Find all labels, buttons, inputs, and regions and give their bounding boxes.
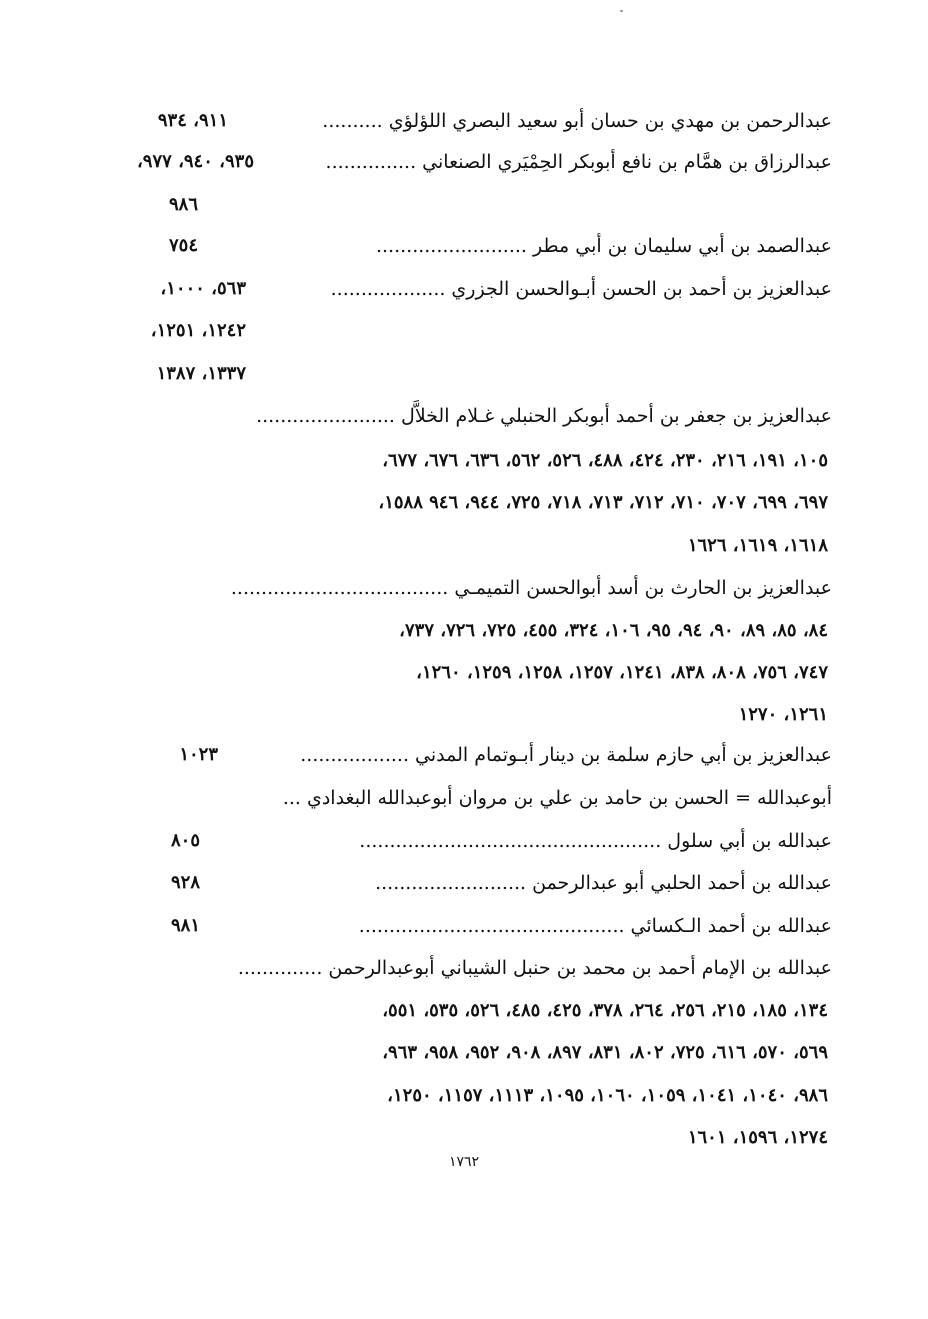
speck-mark: [620, 10, 623, 12]
index-entry-pages: ١٢٤٢، ١٢٥١،: [150, 320, 246, 341]
index-entry-pages: ٥٦٩، ٥٧٠، ٦١٦، ٧٢٥، ٨٠٢، ٨٣١، ٨٩٧، ٩٠٨، ٩٥٢، ٩٥٨، ٩٦٣،: [382, 1042, 828, 1063]
index-entry-pages: ٩٢٨: [170, 872, 200, 893]
index-entry-pages: ٥٦٣، ١٠٠٠،: [160, 278, 246, 299]
index-entry-pages: ١٢٦١، ١٢٧٠: [738, 704, 828, 725]
index-entry-pages: ١٦١٨، ١٦١٩، ١٦٢٦: [687, 535, 828, 556]
index-entry-name: عبدالعزيز بن أبي حازم سلمة بن دينار أبـوتمام المدني ..................: [300, 744, 832, 766]
index-entry-pages: ٩٨١: [170, 915, 200, 936]
index-entry-pages: ١٠٢٣: [179, 744, 218, 765]
index-entry-name: عبدالله بن أبي سلول ..................................................: [359, 830, 832, 852]
index-entry-pages: ٩٨٦، ١٠٤٠، ١٠٤١، ١٠٥٩، ١٠٦٠، ١٠٩٥، ١١١٣، ١١٥٧، ١٢٥٠،: [387, 1085, 828, 1106]
index-entry-pages: ٧٥٤: [168, 235, 198, 256]
index-entry-name: أبوعبدالله = الحسن بن حامد بن علي بن مروان أبوعبدالله البغدادي ...: [282, 787, 832, 809]
page-number: ١٧٦٢: [448, 1154, 480, 1170]
index-entry-name: عبدالله بن أحمد الـكسائي ............................................: [358, 915, 832, 937]
index-entry-name: عبدالعزيز بن أحمد بن الحسن أبـوالحسن الجزري ...................: [330, 278, 832, 300]
index-entry-name: عبدالعزيز بن الحارث بن أسد أبوالحسن التميمـي ....................................: [230, 577, 832, 599]
index-entry-pages: ١٣٣٧، ١٣٨٧: [156, 363, 246, 384]
index-entry-pages: ١٣٤، ١٨٥، ٢١٥، ٢٥٦، ٢٦٤، ٣٧٨، ٤٢٥، ٤٨٥، ٥٢٦، ٥٣٥، ٥٥١،: [382, 1000, 828, 1021]
index-entry-pages: ٨٤، ٨٥، ٨٩، ٩٠، ٩٤، ٩٥، ١٠٦، ٣٢٤، ٤٥٥، ٧٢٥، ٧٢٦، ٧٣٧،: [399, 620, 828, 641]
index-entry-name: عبدالعزيز بن جعفر بن أحمد أبوبكر الحنبلي غـلام الخلاَّل .......................: [256, 405, 832, 427]
index-entry-pages: ٨٠٥: [170, 830, 200, 851]
index-entry-pages: ٩٣٥، ٩٤٠، ٩٧٧،: [136, 151, 254, 172]
index-entry-pages: ٩٨٦: [168, 194, 198, 215]
index-entry-name: عبدالله بن أحمد الحلبي أبو عبدالرحمن .........................: [375, 872, 832, 894]
index-entry-pages: ١٢٧٤، ١٥٩٦، ١٦٠١: [687, 1127, 828, 1148]
index-entry-name: عبدالرزاق بن همَّام بن نافع أبوبكر الحِمْيَري الصنعاني ...............: [325, 151, 832, 173]
index-entry-pages: ١٠٥، ١٩١، ٢١٦، ٢٣٠، ٤٢٤، ٤٨٨، ٥٢٦، ٥٦٢، ٦٣٦، ٦٧٦، ٦٧٧،: [382, 450, 828, 471]
index-entry-pages: ٧٤٧، ٧٥٦، ٨٠٨، ٨٣٨، ١٢٤١، ١٢٥٧، ١٢٥٨، ١٢٥٩، ١٢٦٠،: [416, 662, 828, 683]
index-entry-name: عبدالصمد بن أبي سليمان بن أبي مطر .........................: [375, 235, 832, 257]
index-entry-pages: ٦٩٧، ٦٩٩، ٧٠٧، ٧١٠، ٧١٢، ٧١٣، ٧١٨، ٧٢٥، ٩٤٤، ٩٤٦ ١٥٨٨،: [378, 492, 828, 513]
index-entry-pages: ٩١١، ٩٣٤: [157, 110, 228, 131]
index-entry-name: عبدالرحمن بن مهدي بن حسان أبو سعيد البصري اللؤلؤي ..........: [322, 110, 832, 132]
index-entry-name: عبدالله بن الإمام أحمد بن محمد بن حنبل الشيباني أبوعبدالرحمن ..............: [237, 957, 832, 979]
